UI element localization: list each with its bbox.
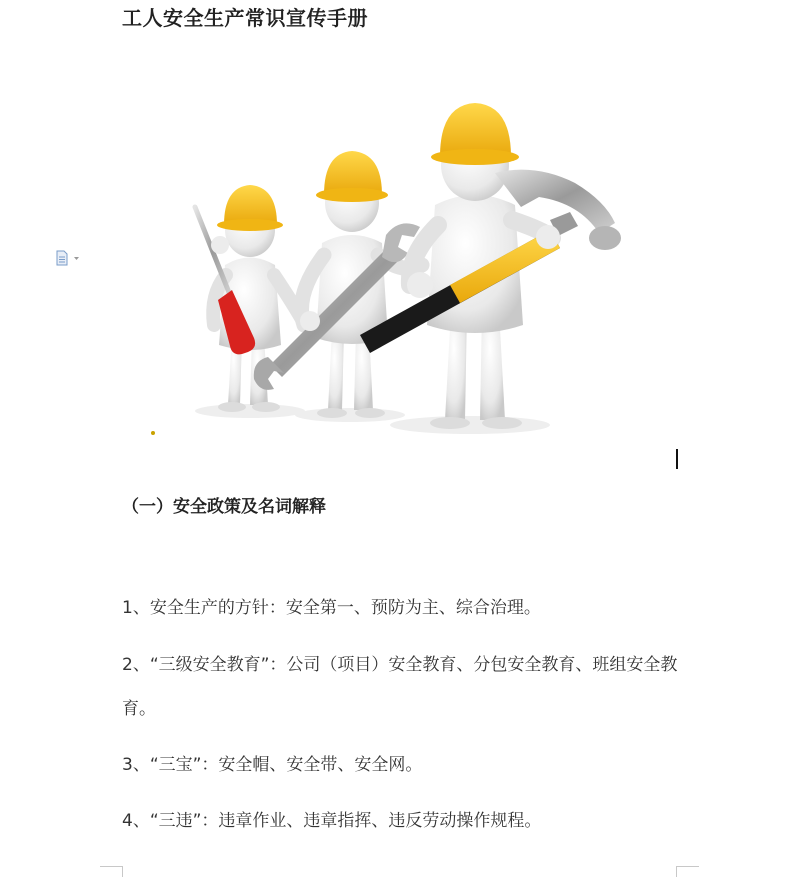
document-title: 工人安全生产常识宣传手册 <box>122 6 368 30</box>
paragraph-2: 2、“三级安全教育”：公司（项目）安全教育、分包安全教育、班组安全教育。 <box>122 655 678 719</box>
page-corner-mark-left <box>100 866 123 877</box>
section-heading: （一）安全政策及名词解释 <box>122 497 326 517</box>
paragraph-3: 3、“三宝”：安全帽、安全带、安全网。 <box>122 755 423 775</box>
page-corner-mark-right <box>676 866 699 877</box>
left-worker <box>195 185 304 412</box>
document-icon[interactable] <box>55 250 81 266</box>
text-cursor <box>676 449 678 469</box>
paragraph-4: 4、“三违”：违章作业、违章指挥、违反劳动操作规程。 <box>122 811 542 831</box>
paragraph-1: 1、安全生产的方针：安全第一、预防为主、综合治理。 <box>122 598 541 618</box>
three-workers-illustration <box>150 95 660 440</box>
